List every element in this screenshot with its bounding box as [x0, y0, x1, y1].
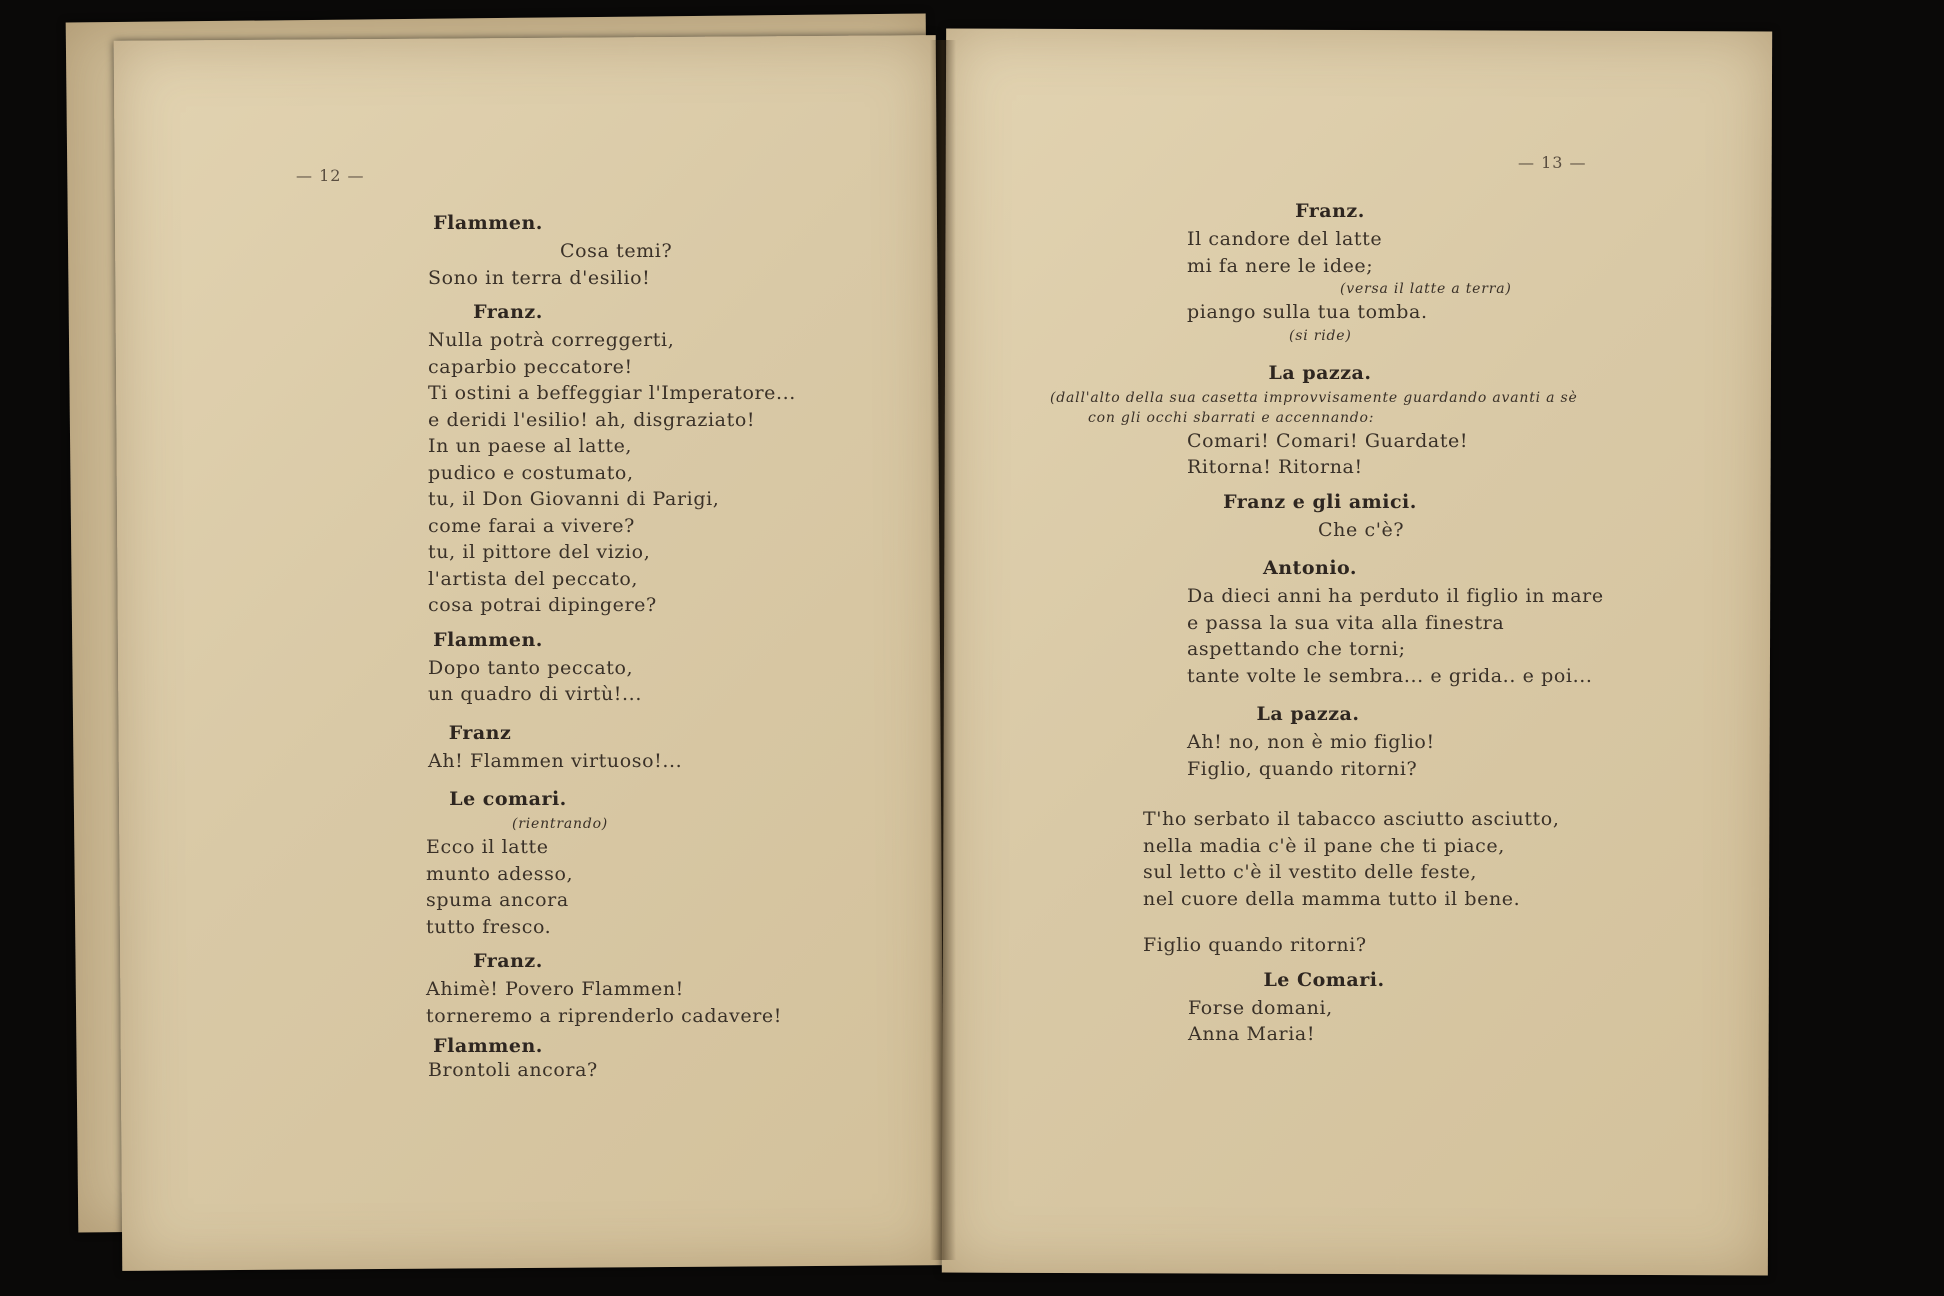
song-line: nel cuore della mamma tutto il bene. — [1143, 887, 1521, 910]
right-page-number: — 13 — — [1518, 153, 1587, 172]
speaker-name: Antonio. — [1263, 557, 1357, 579]
speaker-name: Franz. — [473, 301, 543, 323]
dialogue-line: Ritorna! Ritorna! — [1187, 456, 1363, 478]
dialogue-line: munto adesso, — [426, 862, 574, 885]
dialogue-line: l'artista del peccato, — [428, 567, 639, 590]
dialogue-line: Che c'è? — [1318, 518, 1405, 541]
dialogue-line: come farai a vivere? — [428, 514, 635, 537]
right-page-text — [1050, 190, 1610, 1048]
speaker-name: La pazza. — [1256, 703, 1360, 725]
speaker-name: Flammen. — [433, 1035, 543, 1057]
stage-direction: (versa il latte a terra) — [1340, 281, 1512, 297]
dialogue-line: Figlio, quando ritorni? — [1187, 757, 1418, 780]
speaker-name: Le comari. — [449, 788, 567, 810]
dialogue-line: Cosa temi? — [560, 240, 673, 262]
stage-direction: (dall'alto della sua casetta improvvisamente guardando avanti a sè — [1050, 389, 1578, 406]
speaker-name: Le Comari. — [1263, 968, 1385, 991]
dialogue-line: Da dieci anni ha perduto il figlio in mare — [1187, 585, 1604, 607]
dialogue-line: Dopo tanto peccato, — [428, 656, 634, 679]
speaker-name: Franz. — [473, 950, 543, 972]
stage-direction: con gli occhi sbarrati e accennando: — [1088, 409, 1375, 426]
left-page-number: — 12 — — [296, 166, 365, 185]
dialogue-line: Ahimè! Povero Flammen! — [426, 978, 684, 1000]
song-line: nella madia c'è il pane che ti piace, — [1143, 834, 1505, 857]
dialogue-line: aspettando che torni; — [1187, 638, 1406, 660]
dialogue-line: pudico e costumato, — [428, 461, 634, 484]
dialogue-line: e passa la sua vita alla finestra — [1187, 611, 1505, 634]
dialogue-line: torneremo a riprenderlo cadavere! — [426, 1004, 782, 1027]
dialogue-line: tu, il pittore del vizio, — [428, 541, 651, 563]
dialogue-line: Brontoli ancora? — [428, 1059, 598, 1081]
dialogue-line: Il candore del latte — [1187, 228, 1383, 250]
dialogue-line: tutto fresco. — [426, 915, 552, 938]
dialogue-line: e deridi l'esilio! ah, disgraziato! — [428, 408, 756, 431]
left-page-text — [428, 202, 828, 1084]
dialogue-line: un quadro di virtù!... — [428, 683, 642, 705]
dialogue-line: Sono in terra d'esilio! — [428, 266, 651, 289]
dialogue-line: tante volte le sembra... e grida.. e poi... — [1187, 664, 1593, 687]
song-line: sul letto c'è il vestito delle feste, — [1143, 861, 1478, 883]
dialogue-line: tu, il Don Giovanni di Parigi, — [428, 488, 720, 510]
stage-direction: (si ride) — [1289, 327, 1352, 344]
dialogue-line: spuma ancora — [426, 889, 569, 911]
song-line: T'ho serbato il tabacco asciutto asciutto, — [1143, 808, 1560, 830]
dialogue-line: Nulla potrà correggerti, — [428, 329, 675, 351]
dialogue-line: piango sulla tua tomba. — [1187, 301, 1428, 323]
speaker-name: Flammen. — [433, 212, 543, 234]
speaker-name: Flammen. — [433, 628, 543, 651]
dialogue-line: Ah! no, non è mio figlio! — [1187, 731, 1435, 753]
dialogue-line: Ecco il latte — [426, 836, 549, 858]
dialogue-line: Ah! Flammen virtuoso!... — [428, 749, 683, 772]
speaker-name: La pazza. — [1268, 361, 1372, 384]
speaker-name: Franz. — [1295, 200, 1365, 222]
dialogue-line: Anna Maria! — [1188, 1023, 1316, 1045]
dialogue-line: In un paese al latte, — [428, 435, 633, 457]
speaker-name: Franz — [448, 721, 512, 744]
stage-direction: (rientrando) — [512, 816, 609, 832]
dialogue-line: mi fa nere le idee; — [1187, 254, 1374, 277]
book-gutter — [930, 40, 956, 1260]
dialogue-line: caparbio peccatore! — [428, 355, 633, 378]
speaker-name: Franz e gli amici. — [1223, 490, 1417, 513]
dialogue-line: Forse domani, — [1188, 996, 1333, 1019]
dialogue-line: cosa potrai dipingere? — [428, 594, 657, 616]
dialogue-line: Ti ostini a beffeggiar l'Imperatore... — [428, 382, 796, 404]
song-refrain: Figlio quando ritorni? — [1143, 934, 1367, 956]
dialogue-line: Comari! Comari! Guardate! — [1187, 429, 1469, 452]
